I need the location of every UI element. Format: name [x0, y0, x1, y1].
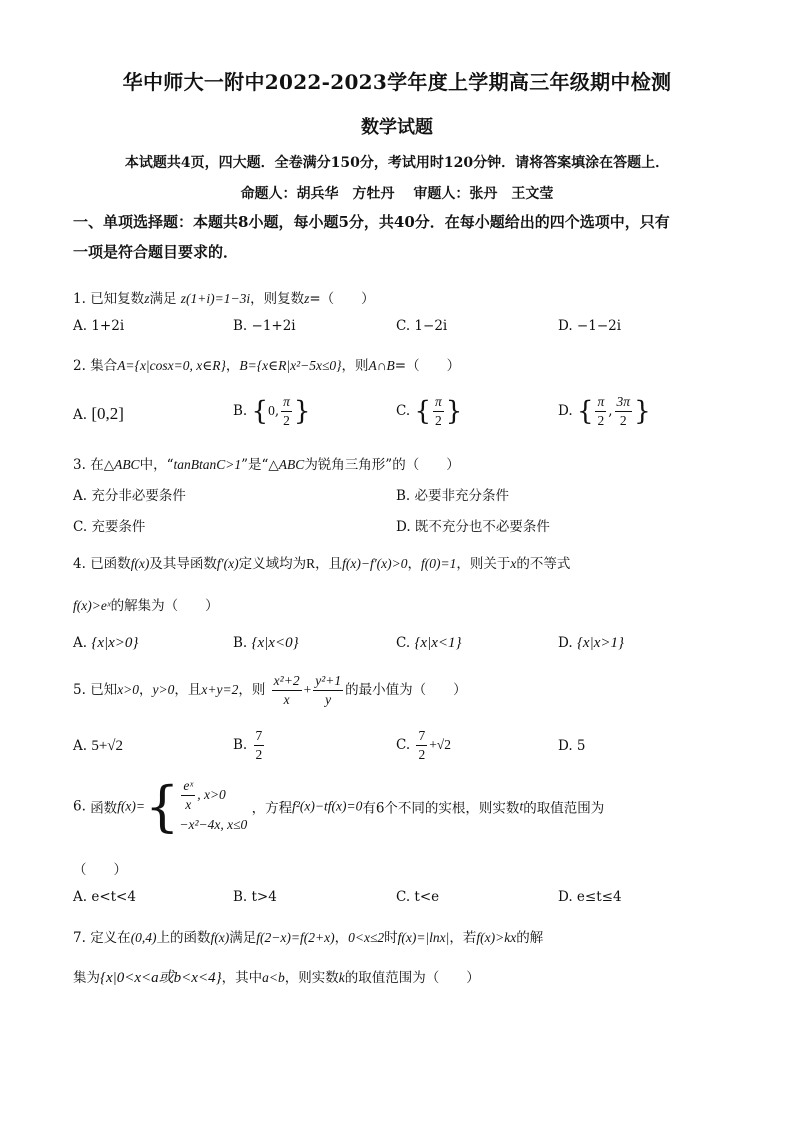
option-a: A. 1+2i	[73, 318, 125, 334]
option-d: D. −1−2i	[558, 318, 622, 334]
option-d: D. {x|x>1}	[558, 635, 624, 651]
option-b: B. t>4	[233, 889, 277, 905]
section-heading	[73, 207, 733, 267]
option-d: D. e≤t≤4	[558, 889, 622, 905]
option-b: B. 必要非充分条件	[396, 488, 510, 504]
option-b: B. {0, $\frac{\pi}{2}$ }	[233, 394, 311, 428]
section-line-2: 一项是符合题目要求的．	[73, 243, 239, 261]
option-d: D. 5	[558, 738, 586, 754]
option-a: A. 充分非必要条件	[73, 488, 186, 504]
option-b: B. $\frac{7}{2}$	[233, 728, 263, 762]
piecewise-definition: $\frac{\text{eˣ}}{x}$ , x>0 −x²−4x, x≤0	[179, 778, 248, 832]
option-a: A. 5+√2	[73, 738, 124, 754]
question-1: 1. 已知复数z满足 z(1+i)=1−3i，则复数z=（ ）	[73, 291, 375, 307]
question-4: 4. 已函数f(x)及其导函数f′(x)定义域均为R，且f(x)−f′(x)>0，f(0)=1，则关于x的不等式	[73, 556, 571, 572]
question-7-line-2: 集为{x|0<x<a或b<x<4}，其中a<b，则实数k的取值范围为（ ）	[73, 970, 480, 986]
question-6: 6. 函数f(x)={ $\frac{\text{eˣ}}{x}$ , x>0 −x²−4x, x≤0 ，方程f²(x)−tf(x)=0有6个不同的实根，则实数t的取值范围为	[73, 775, 605, 838]
option-a: A. [0,2]	[73, 404, 124, 423]
option-a: A. e<t<4	[73, 889, 136, 905]
equation: z(1+i)=1−3i	[180, 291, 251, 306]
question-3: 3. 在△ABC中，“tanBtanC>1”是“△ABC为锐角三角形”的（ ）	[73, 457, 460, 473]
option-c: C. {x|x<1}	[396, 635, 462, 651]
question-4-line-2: f(x)>eˣ的解集为（ ）	[73, 598, 219, 614]
question-6-line-2: （ ）	[73, 862, 127, 878]
option-c: C. $\frac{7}{2}$ +√2	[396, 728, 451, 762]
question-number: 1.	[73, 291, 86, 307]
option-c: C. 充要条件	[73, 519, 146, 535]
question-5: 5. 已知x>0，y>0，且x+y=2，则 $\frac{\text{x²+2}}{x}$ + $\frac{\text{y²+1}}{y}$ 的最小值为（ ）	[73, 673, 467, 707]
exam-authors: 命题人：胡兵华 方牡丹 审题人：张丹 王文莹	[240, 186, 554, 202]
exam-title: 华中师大一附中2022-2023学年度上学期高三年级期中检测	[122, 70, 672, 94]
option-d: D. 既不充分也不必要条件	[396, 519, 550, 535]
exam-info: 本试题共4页，四大题．全卷满分150分，考试用时120分钟．请将答案填涂在答题上．	[124, 155, 670, 171]
question-2: 2. 集合A={x|cosx=0, x∈R}，B={x∈R|x²−5x≤0}，则A∩B=（ ）	[73, 358, 461, 374]
exam-subtitle: 数学试题	[361, 117, 433, 138]
option-d: D. { $\frac{\pi}{2}$ , $\frac{3\pi}{2}$ }	[558, 394, 651, 428]
option-c: C. { $\frac{\pi}{2}$ }	[396, 394, 463, 428]
section-line-1: 一、单项选择题：本题共8小题，每小题5分，共40分．在每小题给出的四个选项中，只有	[73, 213, 670, 231]
option-c: C. t<e	[396, 889, 440, 905]
option-b: B. −1+2i	[233, 318, 296, 334]
option-c: C. 1−2i	[396, 318, 448, 334]
option-b: B. {x|x<0}	[233, 635, 299, 651]
option-a: A. {x|x>0}	[73, 635, 139, 651]
question-7: 7. 定义在(0,4)上的函数f(x)满足f(2−x)=f(2+x)，0<x≤2时f(x)=|lnx|，若f(x)>kx的解	[73, 930, 544, 946]
